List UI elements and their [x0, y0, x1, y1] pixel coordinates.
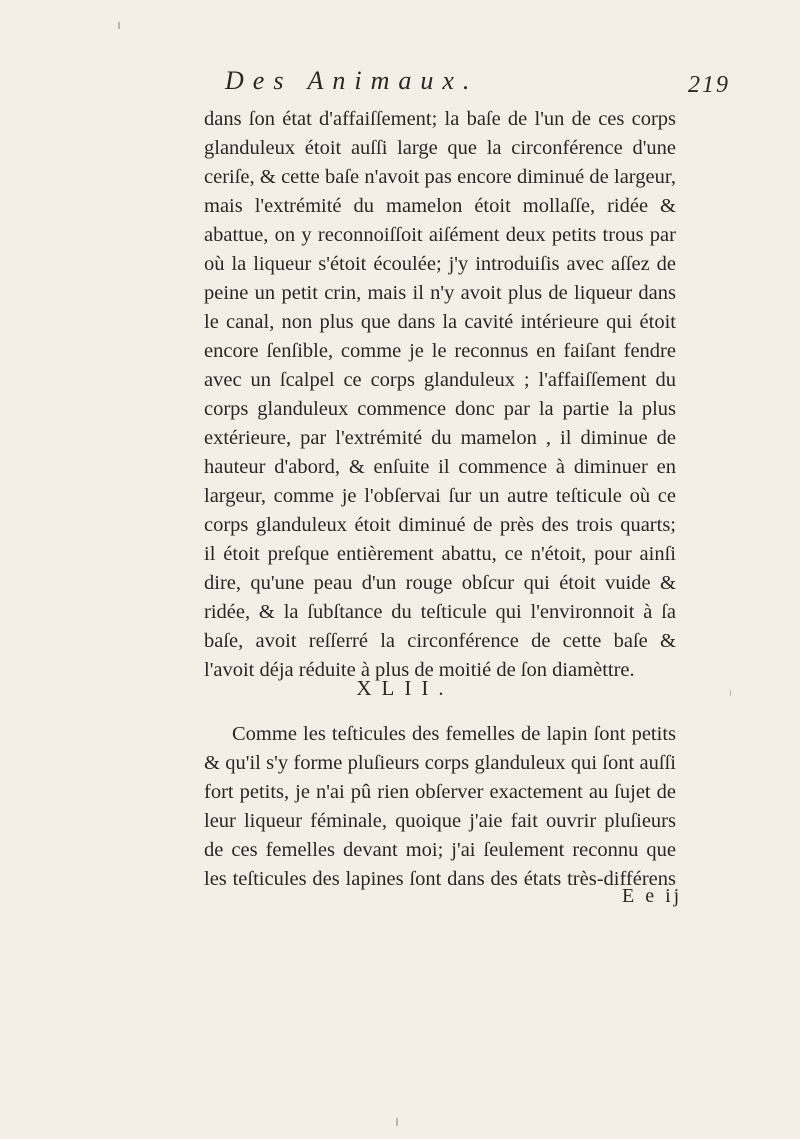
text-line: encore ſenſible, comme je le reconnus en faiſant fendre [204, 340, 676, 362]
text-line: corps glanduleux commence donc par la partie la plus [204, 398, 676, 420]
text-line: où la liqueur s'étoit écoulée; j'y introduiſis avec aſſez de [204, 253, 676, 275]
text-line: largeur, comme je l'obſervai ſur un autre teſticule où ce [204, 485, 676, 507]
paper-speck [396, 1118, 398, 1126]
section-heading: XLII. [356, 676, 454, 700]
page-number: 219 [688, 72, 730, 98]
text-line: le canal, non plus que dans la cavité intérieure qui étoit [204, 311, 676, 333]
text-line: mais l'extrémité du mamelon étoit mollaſſe, ridée & [204, 195, 676, 217]
text-line: corps glanduleux étoit diminué de près des trois quarts; [204, 514, 676, 536]
text-line: leur liqueur féminale, quoique j'aie fait ouvrir pluſieurs [204, 810, 676, 832]
paper-speck [118, 22, 120, 29]
text-line: les teſticules des lapines ſont dans des états très-différens [204, 868, 676, 890]
text-line: l'avoit déja réduite à plus de moitié de ſon diamèttre. [204, 659, 635, 681]
text-line: ceriſe, & cette baſe n'avoit pas encore diminué de largeur, [204, 166, 676, 188]
text-line: Comme les teſticules des femelles de lapin ſont petits [232, 723, 676, 745]
text-line: extérieure, par l'extrémité du mamelon , il diminue de [204, 427, 676, 449]
paper-speck [730, 690, 731, 696]
text-line: & qu'il s'y forme pluſieurs corps glanduleux qui ſont auſſi [204, 752, 676, 774]
text-line: glanduleux étoit auſſi large que la circonférence d'une [204, 137, 676, 159]
signature-mark: E e ij [622, 885, 683, 907]
text-line: dire, qu'une peau d'un rouge obſcur qui étoit vuide & [204, 572, 676, 594]
paragraph-1 [204, 105, 676, 685]
running-head: Des Animaux. [225, 66, 479, 95]
paragraph-2 [204, 720, 676, 894]
text-line: avec un ſcalpel ce corps glanduleux ; l'affaiſſement du [204, 369, 676, 391]
text-line: fort petits, je n'ai pû rien obſerver exactement au ſujet de [204, 781, 676, 803]
text-line: de ces femelles devant moi; j'ai ſeulement reconnu que [204, 839, 676, 861]
text-line: ridée, & la ſubſtance du teſticule qui l'environnoit à ſa [204, 601, 676, 623]
text-line: peine un petit crin, mais il n'y avoit plus de liqueur dans [204, 282, 676, 304]
text-line: baſe, avoit reſſerré la circonférence de cette baſe & [204, 630, 676, 652]
text-line: dans ſon état d'affaiſſement; la baſe de l'un de ces corps [204, 108, 676, 130]
text-line: hauteur d'abord, & enſuite il commence à diminuer en [204, 456, 676, 478]
text-line: il étoit preſque entièrement abattu, ce n'étoit, pour ainſi [204, 543, 676, 565]
text-line: abattue, on y reconnoiſſoit aiſément deux petits trous par [204, 224, 676, 246]
